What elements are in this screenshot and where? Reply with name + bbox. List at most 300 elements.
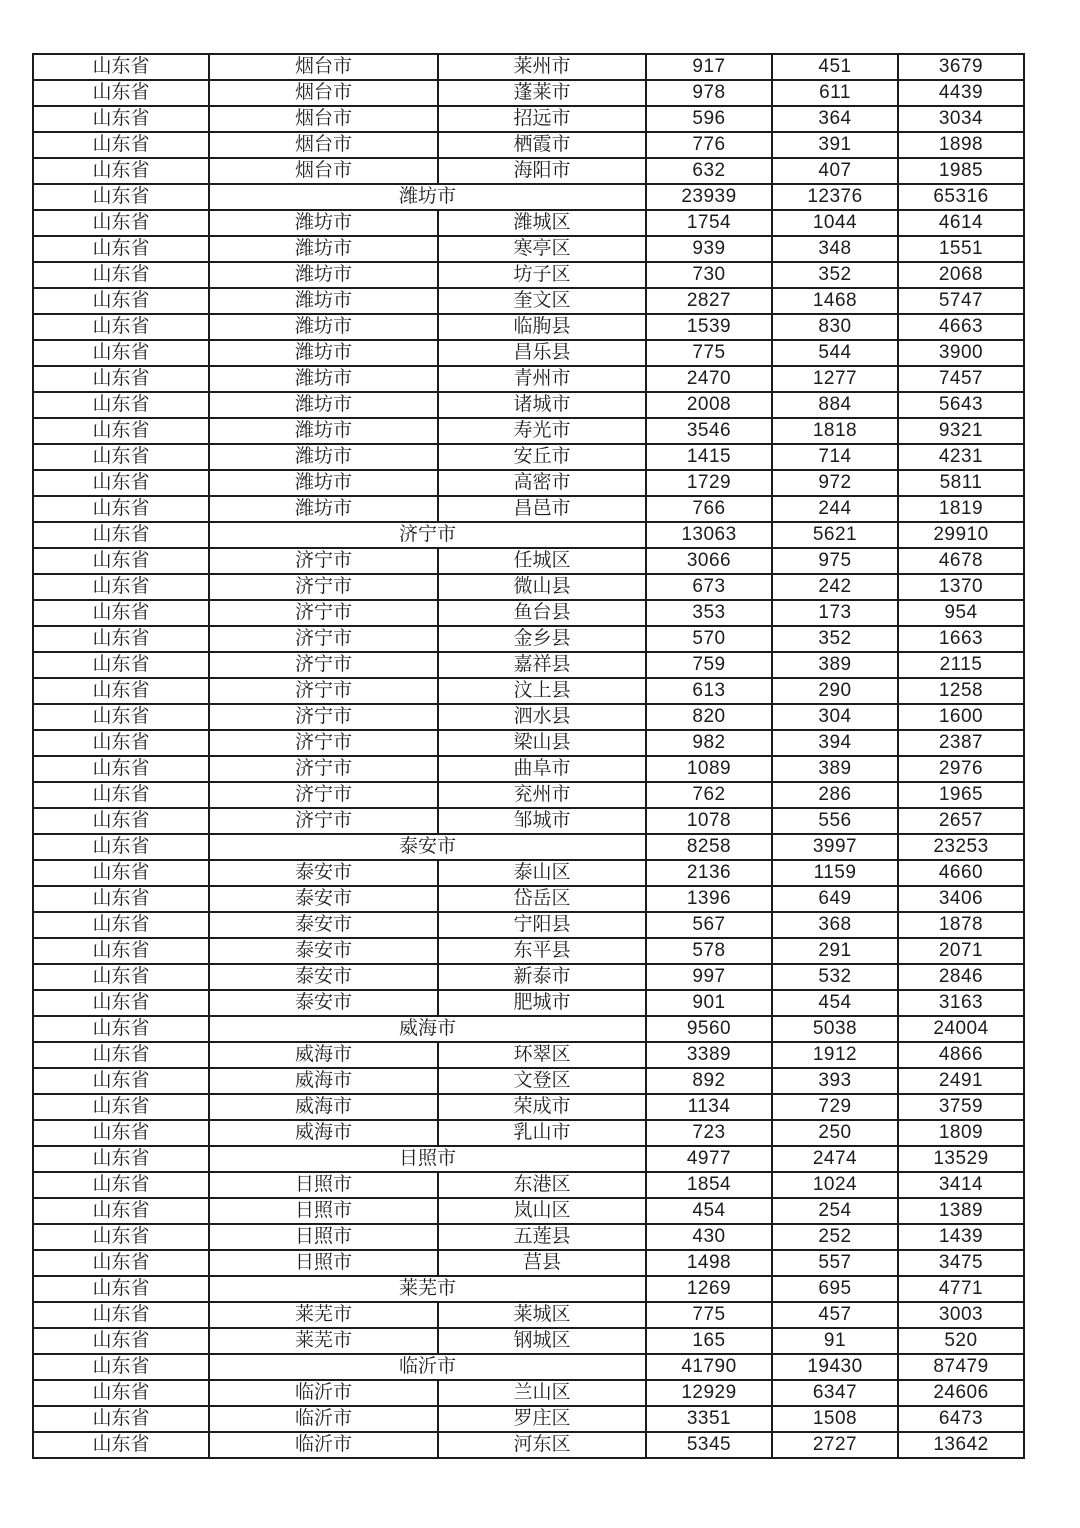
province-cell: 山东省 [33, 1120, 209, 1146]
value-cell-3: 2068 [898, 262, 1024, 288]
value-cell-3: 2976 [898, 756, 1024, 782]
province-cell: 山东省 [33, 1406, 209, 1432]
province-cell: 山东省 [33, 626, 209, 652]
value-cell-3: 1600 [898, 704, 1024, 730]
city-cell: 潍坊市 [209, 392, 438, 418]
district-cell: 安丘市 [438, 444, 646, 470]
district-cell: 潍城区 [438, 210, 646, 236]
district-cell: 泰山区 [438, 860, 646, 886]
value-cell-1: 1498 [646, 1250, 772, 1276]
value-cell-2: 1024 [772, 1172, 898, 1198]
value-cell-2: 457 [772, 1302, 898, 1328]
value-cell-2: 6347 [772, 1380, 898, 1406]
table-row [33, 1198, 1024, 1224]
city-cell: 泰安市 [209, 938, 438, 964]
district-cell: 岱岳区 [438, 886, 646, 912]
city-cell: 济宁市 [209, 756, 438, 782]
district-cell: 环翠区 [438, 1042, 646, 1068]
province-cell: 山东省 [33, 288, 209, 314]
value-cell-3: 6473 [898, 1406, 1024, 1432]
value-cell-3: 65316 [898, 184, 1024, 210]
value-cell-1: 820 [646, 704, 772, 730]
value-cell-3: 1819 [898, 496, 1024, 522]
city-total-row [33, 522, 1024, 548]
province-cell: 山东省 [33, 210, 209, 236]
city-cell: 烟台市 [209, 158, 438, 184]
table-row [33, 808, 1024, 834]
table-row [33, 392, 1024, 418]
value-cell-1: 9560 [646, 1016, 772, 1042]
table-row [33, 314, 1024, 340]
table-row [33, 418, 1024, 444]
value-cell-1: 454 [646, 1198, 772, 1224]
city-cell: 日照市 [209, 1224, 438, 1250]
city-cell-merged: 泰安市 [209, 834, 646, 860]
value-cell-1: 1729 [646, 470, 772, 496]
province-cell: 山东省 [33, 106, 209, 132]
value-cell-1: 353 [646, 600, 772, 626]
value-cell-2: 19430 [772, 1354, 898, 1380]
value-cell-3: 4231 [898, 444, 1024, 470]
value-cell-1: 766 [646, 496, 772, 522]
district-cell: 宁阳县 [438, 912, 646, 938]
value-cell-2: 975 [772, 548, 898, 574]
province-cell: 山东省 [33, 496, 209, 522]
value-cell-1: 41790 [646, 1354, 772, 1380]
table-row [33, 1120, 1024, 1146]
city-cell: 济宁市 [209, 652, 438, 678]
value-cell-3: 1898 [898, 132, 1024, 158]
district-cell: 临朐县 [438, 314, 646, 340]
table-row [33, 366, 1024, 392]
value-cell-1: 632 [646, 158, 772, 184]
value-cell-2: 1818 [772, 418, 898, 444]
district-cell: 招远市 [438, 106, 646, 132]
value-cell-2: 884 [772, 392, 898, 418]
value-cell-1: 430 [646, 1224, 772, 1250]
province-cell: 山东省 [33, 1146, 209, 1172]
district-cell: 荣成市 [438, 1094, 646, 1120]
value-cell-1: 4977 [646, 1146, 772, 1172]
value-cell-2: 5038 [772, 1016, 898, 1042]
value-cell-3: 1965 [898, 782, 1024, 808]
value-cell-3: 3759 [898, 1094, 1024, 1120]
city-cell: 潍坊市 [209, 366, 438, 392]
district-cell: 昌邑市 [438, 496, 646, 522]
province-cell: 山东省 [33, 548, 209, 574]
value-cell-2: 352 [772, 626, 898, 652]
district-cell: 泗水县 [438, 704, 646, 730]
value-cell-1: 2470 [646, 366, 772, 392]
value-cell-2: 250 [772, 1120, 898, 1146]
city-cell: 潍坊市 [209, 314, 438, 340]
province-cell: 山东省 [33, 366, 209, 392]
district-cell: 微山县 [438, 574, 646, 600]
value-cell-2: 1912 [772, 1042, 898, 1068]
city-total-row [33, 1354, 1024, 1380]
province-cell: 山东省 [33, 938, 209, 964]
province-cell: 山东省 [33, 886, 209, 912]
district-cell: 兖州市 [438, 782, 646, 808]
value-cell-2: 254 [772, 1198, 898, 1224]
value-cell-3: 3406 [898, 886, 1024, 912]
district-cell: 河东区 [438, 1432, 646, 1458]
value-cell-3: 13529 [898, 1146, 1024, 1172]
value-cell-2: 393 [772, 1068, 898, 1094]
city-cell-merged: 日照市 [209, 1146, 646, 1172]
value-cell-1: 1134 [646, 1094, 772, 1120]
district-cell: 乳山市 [438, 1120, 646, 1146]
value-cell-1: 1415 [646, 444, 772, 470]
value-cell-2: 1159 [772, 860, 898, 886]
city-cell: 泰安市 [209, 990, 438, 1016]
district-cell: 莱州市 [438, 54, 646, 80]
value-cell-3: 5811 [898, 470, 1024, 496]
city-cell: 潍坊市 [209, 288, 438, 314]
city-cell: 泰安市 [209, 964, 438, 990]
table-row [33, 574, 1024, 600]
city-cell: 潍坊市 [209, 236, 438, 262]
table-row [33, 340, 1024, 366]
province-cell: 山东省 [33, 262, 209, 288]
value-cell-3: 13642 [898, 1432, 1024, 1458]
table-row [33, 1432, 1024, 1458]
table-row [33, 990, 1024, 1016]
city-cell: 临沂市 [209, 1406, 438, 1432]
city-cell: 济宁市 [209, 704, 438, 730]
city-cell: 潍坊市 [209, 210, 438, 236]
district-cell: 金乡县 [438, 626, 646, 652]
province-cell: 山东省 [33, 600, 209, 626]
table-row [33, 626, 1024, 652]
value-cell-3: 1389 [898, 1198, 1024, 1224]
value-cell-2: 348 [772, 236, 898, 262]
value-cell-2: 389 [772, 652, 898, 678]
value-cell-2: 3997 [772, 834, 898, 860]
table-row [33, 1302, 1024, 1328]
value-cell-1: 982 [646, 730, 772, 756]
value-cell-2: 729 [772, 1094, 898, 1120]
table-row [33, 236, 1024, 262]
city-cell: 潍坊市 [209, 470, 438, 496]
city-cell: 济宁市 [209, 548, 438, 574]
province-cell: 山东省 [33, 652, 209, 678]
value-cell-3: 4614 [898, 210, 1024, 236]
value-cell-1: 901 [646, 990, 772, 1016]
value-cell-2: 649 [772, 886, 898, 912]
district-cell: 汶上县 [438, 678, 646, 704]
value-cell-2: 304 [772, 704, 898, 730]
value-cell-3: 4660 [898, 860, 1024, 886]
value-cell-2: 454 [772, 990, 898, 1016]
district-cell: 肥城市 [438, 990, 646, 1016]
province-cell: 山东省 [33, 80, 209, 106]
district-cell: 岚山区 [438, 1198, 646, 1224]
value-cell-1: 775 [646, 340, 772, 366]
district-cell: 钢城区 [438, 1328, 646, 1354]
city-cell-merged: 潍坊市 [209, 184, 646, 210]
value-cell-2: 394 [772, 730, 898, 756]
table-row [33, 756, 1024, 782]
value-cell-2: 714 [772, 444, 898, 470]
value-cell-2: 91 [772, 1328, 898, 1354]
district-cell: 五莲县 [438, 1224, 646, 1250]
value-cell-1: 1396 [646, 886, 772, 912]
value-cell-1: 1754 [646, 210, 772, 236]
value-cell-1: 12929 [646, 1380, 772, 1406]
city-total-row [33, 184, 1024, 210]
value-cell-1: 23939 [646, 184, 772, 210]
value-cell-2: 391 [772, 132, 898, 158]
province-cell: 山东省 [33, 990, 209, 1016]
city-cell: 泰安市 [209, 886, 438, 912]
city-cell: 临沂市 [209, 1380, 438, 1406]
value-cell-2: 173 [772, 600, 898, 626]
value-cell-1: 978 [646, 80, 772, 106]
district-cell: 梁山县 [438, 730, 646, 756]
city-cell: 潍坊市 [209, 496, 438, 522]
value-cell-1: 567 [646, 912, 772, 938]
city-total-row [33, 1146, 1024, 1172]
district-cell: 新泰市 [438, 964, 646, 990]
province-cell: 山东省 [33, 1250, 209, 1276]
value-cell-1: 723 [646, 1120, 772, 1146]
city-cell: 济宁市 [209, 678, 438, 704]
value-cell-3: 29910 [898, 522, 1024, 548]
city-cell: 潍坊市 [209, 418, 438, 444]
value-cell-2: 1508 [772, 1406, 898, 1432]
table-row [33, 106, 1024, 132]
value-cell-1: 2008 [646, 392, 772, 418]
province-cell: 山东省 [33, 132, 209, 158]
value-cell-3: 2846 [898, 964, 1024, 990]
table-row [33, 288, 1024, 314]
value-cell-2: 244 [772, 496, 898, 522]
value-cell-3: 23253 [898, 834, 1024, 860]
table-row [33, 704, 1024, 730]
city-cell: 济宁市 [209, 574, 438, 600]
province-cell: 山东省 [33, 1172, 209, 1198]
value-cell-1: 5345 [646, 1432, 772, 1458]
table-row [33, 782, 1024, 808]
value-cell-3: 2115 [898, 652, 1024, 678]
province-cell: 山东省 [33, 392, 209, 418]
city-cell: 烟台市 [209, 132, 438, 158]
value-cell-3: 24004 [898, 1016, 1024, 1042]
city-total-row [33, 834, 1024, 860]
district-cell: 曲阜市 [438, 756, 646, 782]
value-cell-3: 1551 [898, 236, 1024, 262]
province-cell: 山东省 [33, 1068, 209, 1094]
value-cell-3: 2387 [898, 730, 1024, 756]
province-cell: 山东省 [33, 1328, 209, 1354]
district-cell: 鱼台县 [438, 600, 646, 626]
province-cell: 山东省 [33, 1302, 209, 1328]
district-cell: 罗庄区 [438, 1406, 646, 1432]
district-cell: 诸城市 [438, 392, 646, 418]
value-cell-1: 1854 [646, 1172, 772, 1198]
province-cell: 山东省 [33, 964, 209, 990]
table-row [33, 938, 1024, 964]
table-row [33, 886, 1024, 912]
district-cell: 莱城区 [438, 1302, 646, 1328]
value-cell-2: 368 [772, 912, 898, 938]
city-cell-merged: 威海市 [209, 1016, 646, 1042]
value-cell-1: 2827 [646, 288, 772, 314]
province-cell: 山东省 [33, 1198, 209, 1224]
province-cell: 山东省 [33, 340, 209, 366]
city-cell: 临沂市 [209, 1432, 438, 1458]
city-cell: 潍坊市 [209, 262, 438, 288]
value-cell-2: 1468 [772, 288, 898, 314]
city-cell-merged: 临沂市 [209, 1354, 646, 1380]
value-cell-2: 407 [772, 158, 898, 184]
city-cell: 烟台市 [209, 80, 438, 106]
province-cell: 山东省 [33, 1432, 209, 1458]
value-cell-3: 3163 [898, 990, 1024, 1016]
value-cell-3: 4439 [898, 80, 1024, 106]
city-cell: 威海市 [209, 1094, 438, 1120]
district-cell: 海阳市 [438, 158, 646, 184]
value-cell-3: 1878 [898, 912, 1024, 938]
province-cell: 山东省 [33, 418, 209, 444]
city-cell: 威海市 [209, 1120, 438, 1146]
value-cell-3: 2491 [898, 1068, 1024, 1094]
table-row [33, 444, 1024, 470]
value-cell-2: 364 [772, 106, 898, 132]
value-cell-2: 544 [772, 340, 898, 366]
value-cell-3: 87479 [898, 1354, 1024, 1380]
value-cell-3: 520 [898, 1328, 1024, 1354]
value-cell-3: 4678 [898, 548, 1024, 574]
value-cell-1: 997 [646, 964, 772, 990]
value-cell-2: 557 [772, 1250, 898, 1276]
value-cell-1: 776 [646, 132, 772, 158]
province-cell: 山东省 [33, 314, 209, 340]
table-row [33, 496, 1024, 522]
value-cell-3: 3034 [898, 106, 1024, 132]
province-cell: 山东省 [33, 730, 209, 756]
value-cell-1: 892 [646, 1068, 772, 1094]
province-cell: 山东省 [33, 444, 209, 470]
value-cell-2: 252 [772, 1224, 898, 1250]
district-cell: 高密市 [438, 470, 646, 496]
city-cell: 日照市 [209, 1172, 438, 1198]
value-cell-1: 917 [646, 54, 772, 80]
value-cell-3: 4663 [898, 314, 1024, 340]
district-cell: 文登区 [438, 1068, 646, 1094]
table-row [33, 1250, 1024, 1276]
district-cell: 东平县 [438, 938, 646, 964]
value-cell-1: 3546 [646, 418, 772, 444]
value-cell-1: 165 [646, 1328, 772, 1354]
table-row [33, 1328, 1024, 1354]
province-cell: 山东省 [33, 704, 209, 730]
value-cell-3: 2071 [898, 938, 1024, 964]
province-cell: 山东省 [33, 1016, 209, 1042]
province-cell: 山东省 [33, 1354, 209, 1380]
province-cell: 山东省 [33, 1380, 209, 1406]
value-cell-2: 1044 [772, 210, 898, 236]
value-cell-2: 532 [772, 964, 898, 990]
table-row [33, 860, 1024, 886]
value-cell-1: 3066 [646, 548, 772, 574]
value-cell-3: 1985 [898, 158, 1024, 184]
value-cell-1: 578 [646, 938, 772, 964]
value-cell-1: 613 [646, 678, 772, 704]
value-cell-2: 556 [772, 808, 898, 834]
value-cell-1: 775 [646, 1302, 772, 1328]
table-row [33, 80, 1024, 106]
province-cell: 山东省 [33, 574, 209, 600]
province-cell: 山东省 [33, 1224, 209, 1250]
value-cell-2: 290 [772, 678, 898, 704]
value-cell-3: 4771 [898, 1276, 1024, 1302]
province-cell: 山东省 [33, 782, 209, 808]
value-cell-2: 242 [772, 574, 898, 600]
value-cell-3: 24606 [898, 1380, 1024, 1406]
region-stats-table [32, 53, 1025, 1459]
district-cell: 莒县 [438, 1250, 646, 1276]
value-cell-2: 5621 [772, 522, 898, 548]
province-cell: 山东省 [33, 860, 209, 886]
district-cell: 任城区 [438, 548, 646, 574]
value-cell-3: 1370 [898, 574, 1024, 600]
province-cell: 山东省 [33, 912, 209, 938]
value-cell-2: 291 [772, 938, 898, 964]
district-cell: 嘉祥县 [438, 652, 646, 678]
value-cell-2: 972 [772, 470, 898, 496]
value-cell-3: 4866 [898, 1042, 1024, 1068]
city-total-row [33, 1276, 1024, 1302]
city-cell: 莱芜市 [209, 1302, 438, 1328]
table-row [33, 210, 1024, 236]
city-cell: 济宁市 [209, 626, 438, 652]
district-cell: 兰山区 [438, 1380, 646, 1406]
table-row [33, 54, 1024, 80]
table-row [33, 1068, 1024, 1094]
value-cell-2: 12376 [772, 184, 898, 210]
province-cell: 山东省 [33, 1276, 209, 1302]
city-cell-merged: 莱芜市 [209, 1276, 646, 1302]
table-body [33, 54, 1024, 1458]
province-cell: 山东省 [33, 54, 209, 80]
district-cell: 邹城市 [438, 808, 646, 834]
table-row [33, 1406, 1024, 1432]
value-cell-1: 3389 [646, 1042, 772, 1068]
district-cell: 寿光市 [438, 418, 646, 444]
province-cell: 山东省 [33, 470, 209, 496]
value-cell-3: 954 [898, 600, 1024, 626]
value-cell-1: 1078 [646, 808, 772, 834]
value-cell-3: 7457 [898, 366, 1024, 392]
value-cell-1: 939 [646, 236, 772, 262]
province-cell: 山东省 [33, 678, 209, 704]
city-cell: 泰安市 [209, 912, 438, 938]
table-row [33, 470, 1024, 496]
value-cell-2: 1277 [772, 366, 898, 392]
city-cell: 烟台市 [209, 106, 438, 132]
value-cell-1: 2136 [646, 860, 772, 886]
district-cell: 昌乐县 [438, 340, 646, 366]
province-cell: 山东省 [33, 184, 209, 210]
table-row [33, 1224, 1024, 1250]
province-cell: 山东省 [33, 834, 209, 860]
province-cell: 山东省 [33, 1042, 209, 1068]
city-cell: 日照市 [209, 1250, 438, 1276]
table-row [33, 678, 1024, 704]
district-cell: 栖霞市 [438, 132, 646, 158]
